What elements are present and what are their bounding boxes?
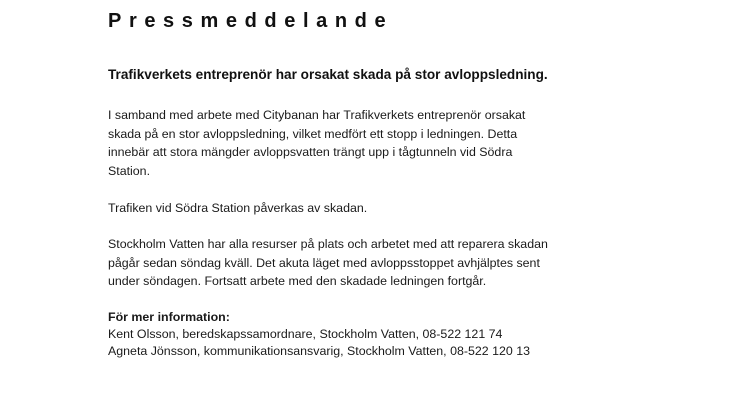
contact-heading: För mer information: (108, 310, 230, 324)
paragraph-line: pågår sedan söndag kväll. Det akuta läget med avloppsstoppet avhjälptes sent (108, 255, 540, 270)
body-paragraph-3 (108, 235, 718, 291)
document-type-title: Pressmeddelande (108, 10, 394, 32)
body-paragraph-2 (108, 199, 718, 218)
paragraph-line: skada på en stor avloppsledning, vilket medfört ett stopp i ledningen. Detta (108, 126, 518, 141)
paragraph-line: I samband med arbete med Citybanan har Trafikverkets entreprenör orsakat (108, 108, 526, 122)
contact-person: Kent Olsson, beredskapssamordnare, Stockholm Vatten, 08-522 121 74 (108, 327, 503, 341)
paragraph-line: Trafiken vid Södra Station påverkas av skadan. (108, 201, 368, 215)
paragraph-line: innebär att stora mängder avloppsvatten trängt upp i tågtunneln vid Södra (108, 145, 513, 159)
contact-person: Agneta Jönsson, kommunikationsansvarig, Stockholm Vatten, 08-522 120 13 (108, 344, 530, 358)
paragraph-line: Stockholm Vatten har alla resurser på plats och arbetet med att reparera skadan (108, 237, 548, 251)
body-paragraph-1 (108, 106, 718, 180)
contact-section (108, 309, 530, 360)
headline: Trafikverkets entreprenör har orsakat skada på stor avloppsledning. (108, 67, 548, 82)
paragraph-line: under söndagen. Fortsatt arbete med den skadade ledningen fortgår. (108, 274, 487, 288)
paragraph-line: Station. (108, 163, 151, 178)
